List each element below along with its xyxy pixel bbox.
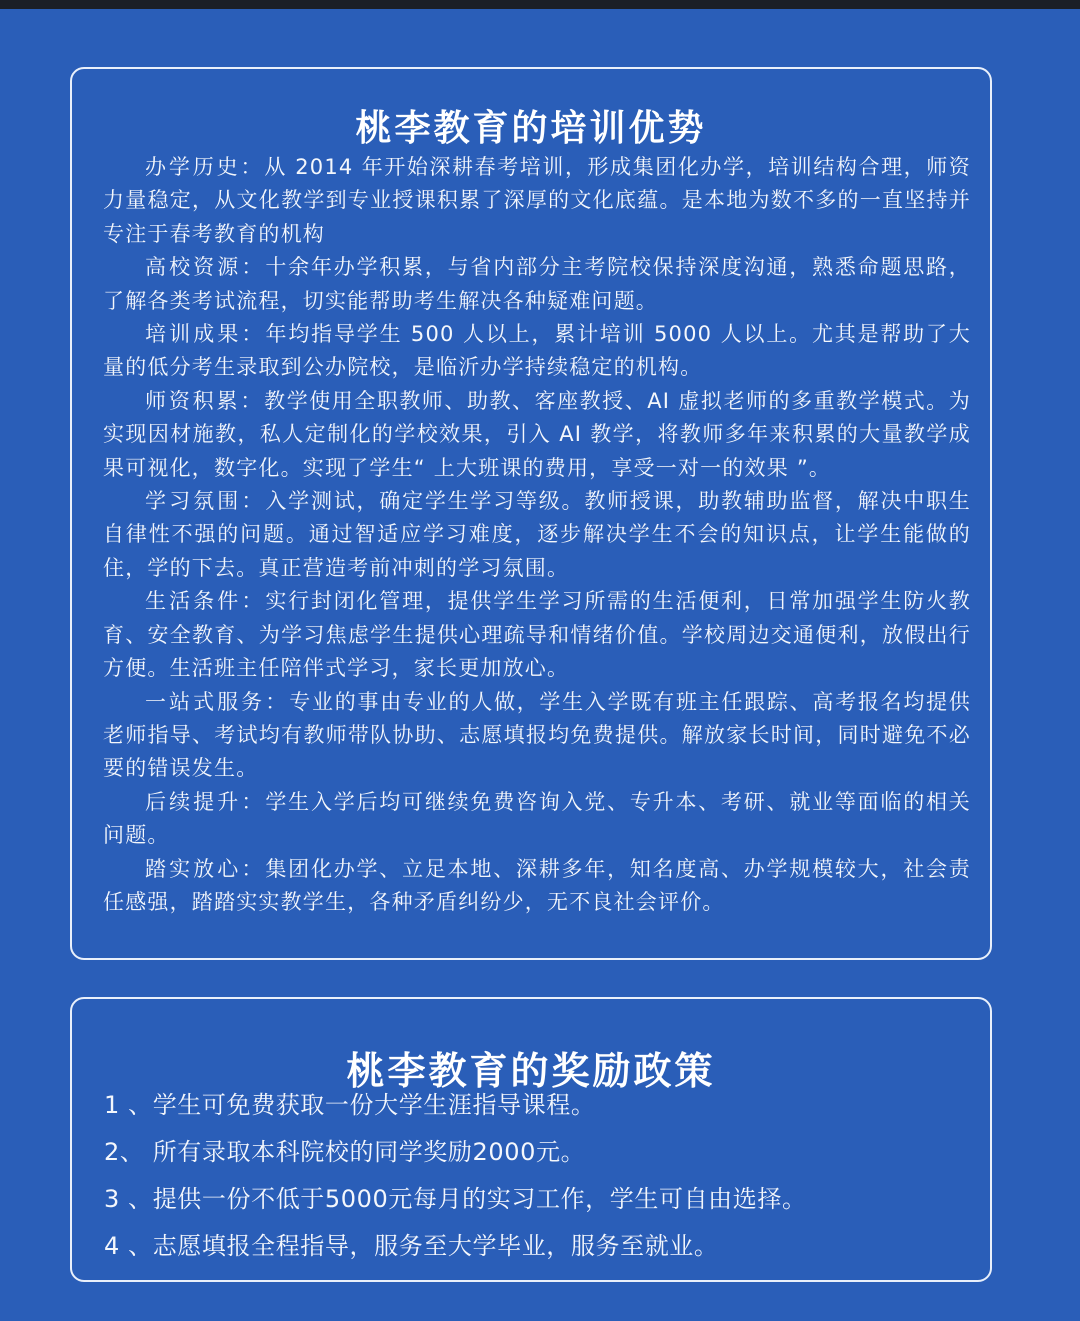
advantage-label: 生活条件： bbox=[145, 589, 266, 614]
reward-item: 3 、提供一份不低于5000元每月的实习工作，学生可自由选择。 bbox=[104, 1185, 807, 1213]
advantages-list bbox=[103, 151, 971, 919]
advantage-text: 入学测试，确定学生学习等级。教师授课，助教辅助监督，解决中职生自律性不强的问题。通过智适应学习难度，逐步解决学生不会的知识点，让学生能做的住，学的下去。真正营造考前冲刺的学习氛围。 bbox=[103, 489, 972, 580]
advantage-label: 一站式服务： bbox=[145, 689, 290, 714]
advantage-label: 踏实放心： bbox=[145, 856, 266, 881]
reward-item: 1 、学生可免费获取一份大学生涯指导课程。 bbox=[104, 1091, 596, 1119]
advantage-label: 师资积累： bbox=[145, 388, 265, 413]
rewards-list bbox=[104, 1082, 964, 1270]
advantage-item-living-conditions bbox=[103, 585, 971, 685]
advantage-item-training-results bbox=[103, 318, 971, 385]
advantage-text: 十余年办学积累，与省内部分主考院校保持深度沟通，熟悉命题思路，了解各类考试流程，切实能帮助考生解决各种疑难问题。 bbox=[103, 255, 972, 313]
advantage-label: 培训成果： bbox=[145, 322, 266, 347]
advantage-text: 从 2014 年开始深耕春考培训，形成集团化办学，培训结构合理，师资力量稳定，从文化教学到专业授课积累了深厚的文化底蕴。是本地为数不多的一直坚持并专注于春考教育的机构 bbox=[103, 155, 972, 246]
advantage-label: 办学历史： bbox=[145, 155, 265, 179]
reward-item: 2、 所有录取本科院校的同学奖励2000元。 bbox=[104, 1138, 586, 1166]
advantage-label: 高校资源： bbox=[145, 255, 266, 280]
training-advantages-panel bbox=[70, 67, 992, 960]
advantage-text: 学生入学后均可继续免费咨询入党、专升本、考研、就业等面临的相关问题。 bbox=[103, 789, 972, 848]
advantage-item-history bbox=[103, 151, 971, 251]
advantage-text: 集团化办学、立足本地、深耕多年，知名度高、办学规模较大，社会责任感强，踏踏实实教学生，各种矛盾纠纷少，无不良社会评价。 bbox=[103, 856, 972, 914]
reward-item: 4 、志愿填报全程指导，服务至大学毕业，服务至就业。 bbox=[104, 1232, 719, 1260]
advantage-text: 专业的事由专业的人做，学生入学既有班主任跟踪、高考报名均提供老师指导、考试均有教师带队协助、志愿填报均免费提供。解放家长时间，同时避免不必要的错误发生。 bbox=[103, 689, 972, 781]
advantage-text: 教学使用全职教师、助教、客座教授、AI 虚拟老师的多重教学模式。为实现因材施教，私人定制化的学校效果，引入 AI 教学，将教师多年来积累的大量教学成果可视化，数字化。实现了学生“ 上大班课的费用，享受一对一的效果 ”。 bbox=[103, 388, 971, 480]
advantage-item-study-atmosphere bbox=[103, 485, 971, 585]
advantage-label: 后续提升： bbox=[145, 789, 266, 814]
advantage-text: 实行封闭化管理，提供学生学习所需的生活便利，日常加强学生防火教育、安全教育、为学习焦虑学生提供心理疏导和情绪价值。学校周边交通便利，放假出行方便。生活班主任陪伴式学习，家长更加放心。 bbox=[103, 589, 972, 681]
advantage-text: 年均指导学生 500 人以上，累计培训 5000 人以上。尤其是帮助了大量的低分考生录取到公办院校，是临沂办学持续稳定的机构。 bbox=[103, 322, 971, 380]
advantages-title: 桃李教育的培训优势 bbox=[355, 108, 707, 150]
advantage-item-one-stop-service bbox=[103, 686, 971, 786]
advantage-item-further-improvement bbox=[103, 786, 971, 853]
advantage-item-reliability bbox=[103, 853, 971, 920]
top-status-strip bbox=[0, 0, 1080, 9]
advantage-item-teaching-staff bbox=[103, 385, 971, 485]
reward-policy-panel bbox=[70, 997, 992, 1282]
advantage-label: 学习氛围： bbox=[145, 489, 266, 514]
advantage-item-university-resources bbox=[103, 251, 971, 318]
rewards-title: 桃李教育的奖励政策 bbox=[346, 1048, 716, 1093]
